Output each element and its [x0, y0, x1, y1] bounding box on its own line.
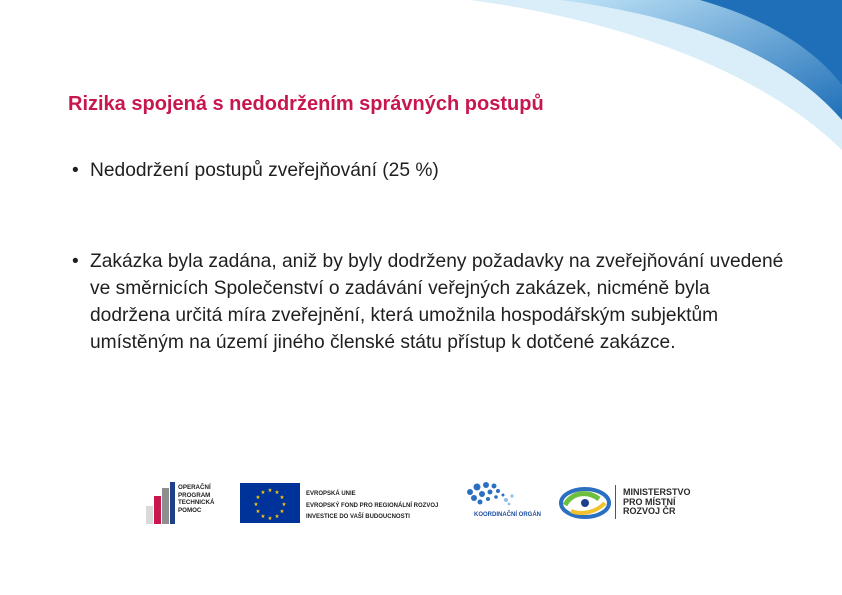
mmr-divider	[615, 485, 616, 519]
svg-text:★: ★	[274, 514, 280, 520]
svg-text:★: ★	[267, 516, 273, 522]
eu-line-3: INVESTICE DO VAŠÍ BUDOUCNOSTI	[306, 514, 410, 520]
mmr-logo-text: MINISTERSTVO PRO MÍSTNÍ ROZVOJ ČR	[623, 487, 691, 517]
svg-text:★: ★	[255, 509, 261, 515]
svg-text:★: ★	[279, 509, 285, 515]
svg-text:★: ★	[255, 495, 261, 501]
svg-text:★: ★	[260, 514, 266, 520]
koordinacni-organ-text: KOORDINAČNÍ ORGÁN	[474, 512, 541, 518]
bullet-dot: •	[72, 160, 79, 181]
bullet-item	[72, 248, 790, 356]
bullet-text: Nedodržení postupů zveřejňování (25 %)	[90, 160, 439, 181]
bullet-text: Zakázka byla zadána, aniž by byly dodrženy požadavky na zveřejňování uvedené ve směrnicích Společenství o zadávání veřejných zakázek, nicméně byla dodržena určitá míra zveřejnění, která umožnila hospodářským subjektům umístěným na území jiného členské státu přístup k dotčené zakázce.	[90, 251, 784, 353]
svg-text:★: ★	[260, 490, 266, 496]
mmr-swirl-icon	[559, 485, 611, 521]
svg-text:★: ★	[253, 502, 259, 508]
svg-text:★: ★	[274, 490, 280, 496]
oppt-logo	[146, 482, 226, 527]
koordinacni-organ-dots-icon	[462, 480, 540, 528]
slide-title: Rizika spojená s nedodržením správných postupů	[68, 93, 544, 115]
corner-swoosh-decoration	[0, 0, 842, 160]
svg-text:★: ★	[281, 502, 287, 508]
eu-line-1: EVROPSKÁ UNIE	[306, 491, 356, 497]
svg-text:★: ★	[267, 488, 273, 494]
eu-line-2: EVROPSKÝ FOND PRO REGIONÁLNÍ ROZVOJ	[306, 502, 439, 509]
bullet-item	[72, 157, 439, 184]
oppt-bars-icon	[146, 482, 176, 524]
eu-flag-icon	[240, 483, 300, 523]
eu-logo-text	[306, 489, 466, 524]
oppt-logo-text: OPERAČNÍ PROGRAM TECHNICKÁ POMOC	[178, 484, 215, 514]
bullet-dot: •	[72, 251, 79, 272]
svg-text:★: ★	[279, 495, 285, 501]
